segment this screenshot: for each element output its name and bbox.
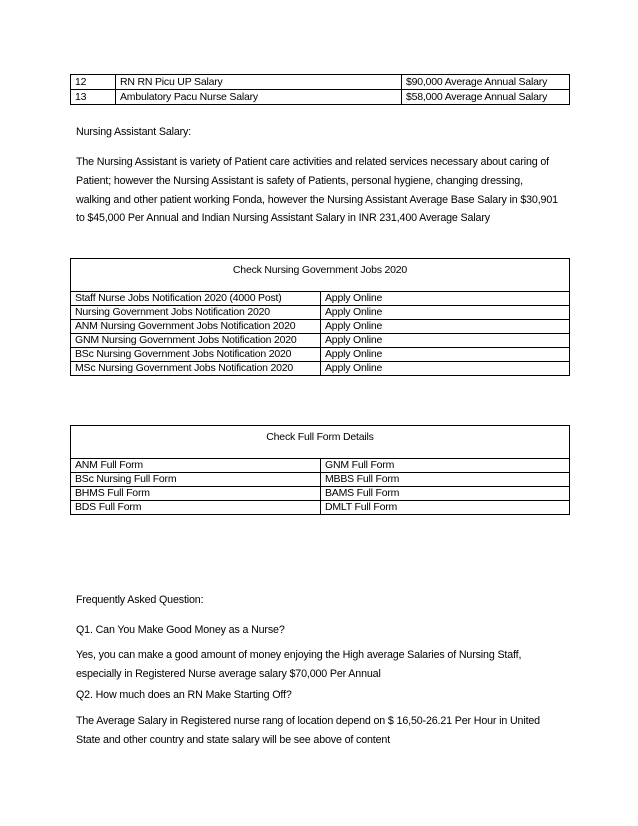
faq-answer-2	[76, 712, 566, 750]
apply-online-link[interactable]: Apply Online	[321, 348, 570, 362]
apply-online-link[interactable]: Apply Online	[321, 292, 570, 306]
table-row	[71, 292, 570, 306]
job-name: BSc Nursing Government Jobs Notification 2020	[71, 348, 321, 362]
table-row	[71, 487, 570, 501]
table-row	[71, 320, 570, 334]
table-row	[71, 362, 570, 376]
table-row	[71, 306, 570, 320]
full-form-link[interactable]: MBBS Full Form	[321, 473, 570, 487]
salary-table	[70, 74, 570, 105]
table-row	[71, 90, 570, 105]
salary-title: RN RN Picu UP Salary	[116, 75, 402, 90]
job-name: Staff Nurse Jobs Notification 2020 (4000 Post)	[71, 292, 321, 306]
assistant-heading: Nursing Assistant Salary:	[76, 126, 192, 138]
full-form-table-title: Check Full Form Details	[71, 426, 570, 459]
paragraph-line: The Nursing Assistant is variety of Patient care activities and related services necessary about caring of	[76, 156, 549, 168]
full-form-table	[70, 425, 570, 515]
paragraph-line: Patient; however the Nursing Assistant is safety of Patients, personal hygiene, changing dressing,	[76, 174, 523, 187]
row-number: 12	[71, 75, 116, 90]
table-header-row	[71, 259, 570, 292]
table-row	[71, 459, 570, 473]
salary-amount: $90,000 Average Annual Salary	[402, 75, 570, 90]
apply-online-link[interactable]: Apply Online	[321, 306, 570, 320]
full-form-link[interactable]: ANM Full Form	[71, 459, 321, 473]
full-form-link[interactable]: BSc Nursing Full Form	[71, 473, 321, 487]
answer-line: The Average Salary in Registered nurse rang of location depend on $ 16,50-26.21 Per Hour in United	[76, 715, 540, 727]
jobs-table-title: Check Nursing Government Jobs 2020	[71, 259, 570, 292]
job-name: ANM Nursing Government Jobs Notification 2020	[71, 320, 321, 334]
full-form-link[interactable]: BHMS Full Form	[71, 487, 321, 501]
salary-title: Ambulatory Pacu Nurse Salary	[116, 90, 402, 105]
apply-online-link[interactable]: Apply Online	[321, 362, 570, 376]
table-row	[71, 473, 570, 487]
row-number: 13	[71, 90, 116, 105]
table-row	[71, 75, 570, 90]
faq-heading: Frequently Asked Question:	[76, 594, 204, 606]
job-name: MSc Nursing Government Jobs Notification 2020	[71, 362, 321, 376]
table-row	[71, 348, 570, 362]
table-header-row	[71, 426, 570, 459]
answer-line: Yes, you can make a good amount of money enjoying the High average Salaries of Nursing Staff,	[76, 649, 522, 661]
full-form-link[interactable]: BAMS Full Form	[321, 487, 570, 501]
answer-line: State and other country and state salary will be see above of content	[76, 733, 391, 746]
table-row	[71, 334, 570, 348]
full-form-link[interactable]: GNM Full Form	[321, 459, 570, 473]
table-row	[71, 501, 570, 515]
job-name: GNM Nursing Government Jobs Notification 2020	[71, 334, 321, 348]
faq-question-2: Q2. How much does an RN Make Starting Off?	[76, 689, 292, 701]
faq-answer-1	[76, 646, 566, 684]
full-form-link[interactable]: DMLT Full Form	[321, 501, 570, 515]
full-form-link[interactable]: BDS Full Form	[71, 501, 321, 515]
paragraph-line: to $45,000 Per Annual and Indian Nursing Assistant Salary in INR 231,400 Average Salary	[76, 212, 490, 225]
apply-online-link[interactable]: Apply Online	[321, 334, 570, 348]
job-name: Nursing Government Jobs Notification 2020	[71, 306, 321, 320]
paragraph-line: walking and other patient working Fonda, however the Nursing Assistant Average Base Salary in $30,901	[76, 193, 558, 206]
answer-line: especially in Registered Nurse average salary $70,000 Per Annual	[76, 667, 381, 680]
jobs-table	[70, 258, 570, 376]
salary-amount: $58,000 Average Annual Salary	[402, 90, 570, 105]
assistant-paragraph	[76, 153, 566, 228]
apply-online-link[interactable]: Apply Online	[321, 320, 570, 334]
faq-question-1: Q1. Can You Make Good Money as a Nurse?	[76, 624, 285, 636]
